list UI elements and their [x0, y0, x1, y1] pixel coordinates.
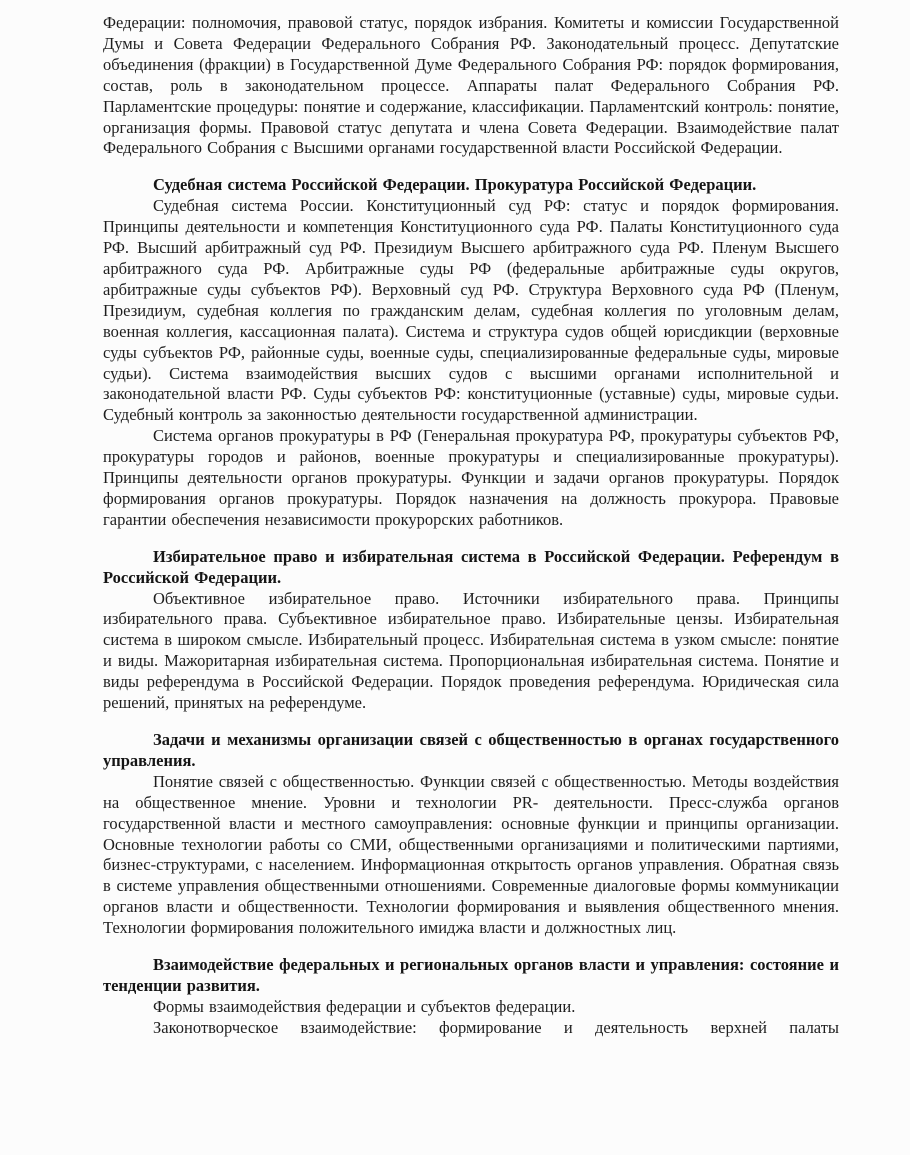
paragraph-federation-interaction-forms: Формы взаимодействия федерации и субъектов федерации.	[153, 996, 576, 1016]
heading-federal-regional-interaction: Взаимодействие федеральных и региональных органов власти и управления: состояние и тенденции развития.	[103, 955, 839, 995]
paragraph-prosecutor-offices: Система органов прокуратуры в РФ (Генеральная прокуратура РФ, прокуратуры субъектов РФ, прокуратуры городов и районов, военные прокуратуры и специализированные прокуратуры). Принципы деятельности органов прокуратуры. Функции и задачи органов прокуратуры. Порядок формирования органов прокуратуры. Порядок назначения на должность прокурора. Правовые гарантии обеспечения независимости прокурорских работников.	[103, 426, 839, 529]
paragraph-electoral-law: Объективное избирательное право. Источники избирательного права. Принципы избирательного права. Субъективное избирательное право. Избирательные цензы. Избирательная система в широком смысле. Избирательный процесс. Избирательная система в узком смысле: понятие и виды. Мажоритарная избирательная система. Пропорциональная избирательная система. Понятие и виды референдума в Российской Федерации. Порядок проведения референдума. Юридическая сила решений, принятых на референдуме.	[103, 588, 839, 713]
paragraph-lawmaking-interaction-cutoff: Законотворческое взаимодействие: формирование и деятельность верхней палаты	[153, 1017, 839, 1037]
paragraph-public-relations: Понятие связей с общественностью. Функции связей с общественностью. Методы воздействия на общественное мнение. Уровни и технологии PR- деятельности. Пресс-служба органов государственной власти и местного самоуправления: основные функции и принципы организации. Основные технологии работы со СМИ, общественными организациями и политическими партиями, бизнес-структурами, с населением. Информационная открытость органов управления. Обратная связь в системе управления общественными отношениями. Современные диалоговые формы коммуникации органов власти и общественности. Технологии формирования и выявления общественного мнения. Технологии формирования положительного имиджа власти и должностных лиц.	[103, 771, 839, 938]
heading-judicial-system-prosecutors: Судебная система Российской Федерации. Прокуратура Российской Федерации.	[153, 175, 757, 195]
paragraph-judicial-system: Судебная система России. Конституционный суд РФ: статус и порядок формирования. Принципы деятельности и компетенция Конституционного суда РФ. Палаты Конституционного суда РФ. Высший арбитражный суд РФ. Президиум Высшего арбитражного суда РФ. Пленум Высшего арбитражного суда РФ. Арбитражные суды РФ (федеральные арбитражные суды округов, арбитражные суды субъектов РФ). Верховный суд РФ. Структура Верховного суда РФ (Пленум, Президиум, судебная коллегия по гражданским делам, судебная коллегия по уголовным делам, военная коллегия, кассационная палата). Система и структура судов общей юрисдикции (верховные суды субъектов РФ, районные суды, военные суды, специализированные федеральные суды, мировые судьи). Система взаимодействия высших судов с высшими органами исполнительной и законодательной власти РФ. Суды субъектов РФ: конституционные (уставные) суды, мировые судьи. Судебный контроль за законностью деятельности государственной администрации.	[103, 196, 839, 425]
paragraph-federal-assembly-continued: Федерации: полномочия, правовой статус, порядок избрания. Комитеты и комиссии Государственной Думы и Совета Федерации Федерального Собрания РФ. Законодательный процесс. Депутатские объединения (фракции) в Государственной Думе Федерального Собрания РФ: порядок формирования, состав, роль в законодательном процессе. Аппараты палат Федерального Собрания РФ. Парламентские процедуры: понятие и содержание, классификации. Парламентский контроль: понятие, организация формы. Правовой статус депутата и члена Совета Федерации. Взаимодействие палат Федерального Собрания с Высшими органами государственной власти Российской Федерации.	[103, 13, 839, 158]
heading-electoral-law-referendum: Избирательное право и избирательная система в Российской Федерации. Референдум в Российской Федерации.	[103, 546, 839, 587]
heading-public-relations: Задачи и механизмы организации связей с общественностью в органах государственного управления.	[103, 730, 839, 770]
